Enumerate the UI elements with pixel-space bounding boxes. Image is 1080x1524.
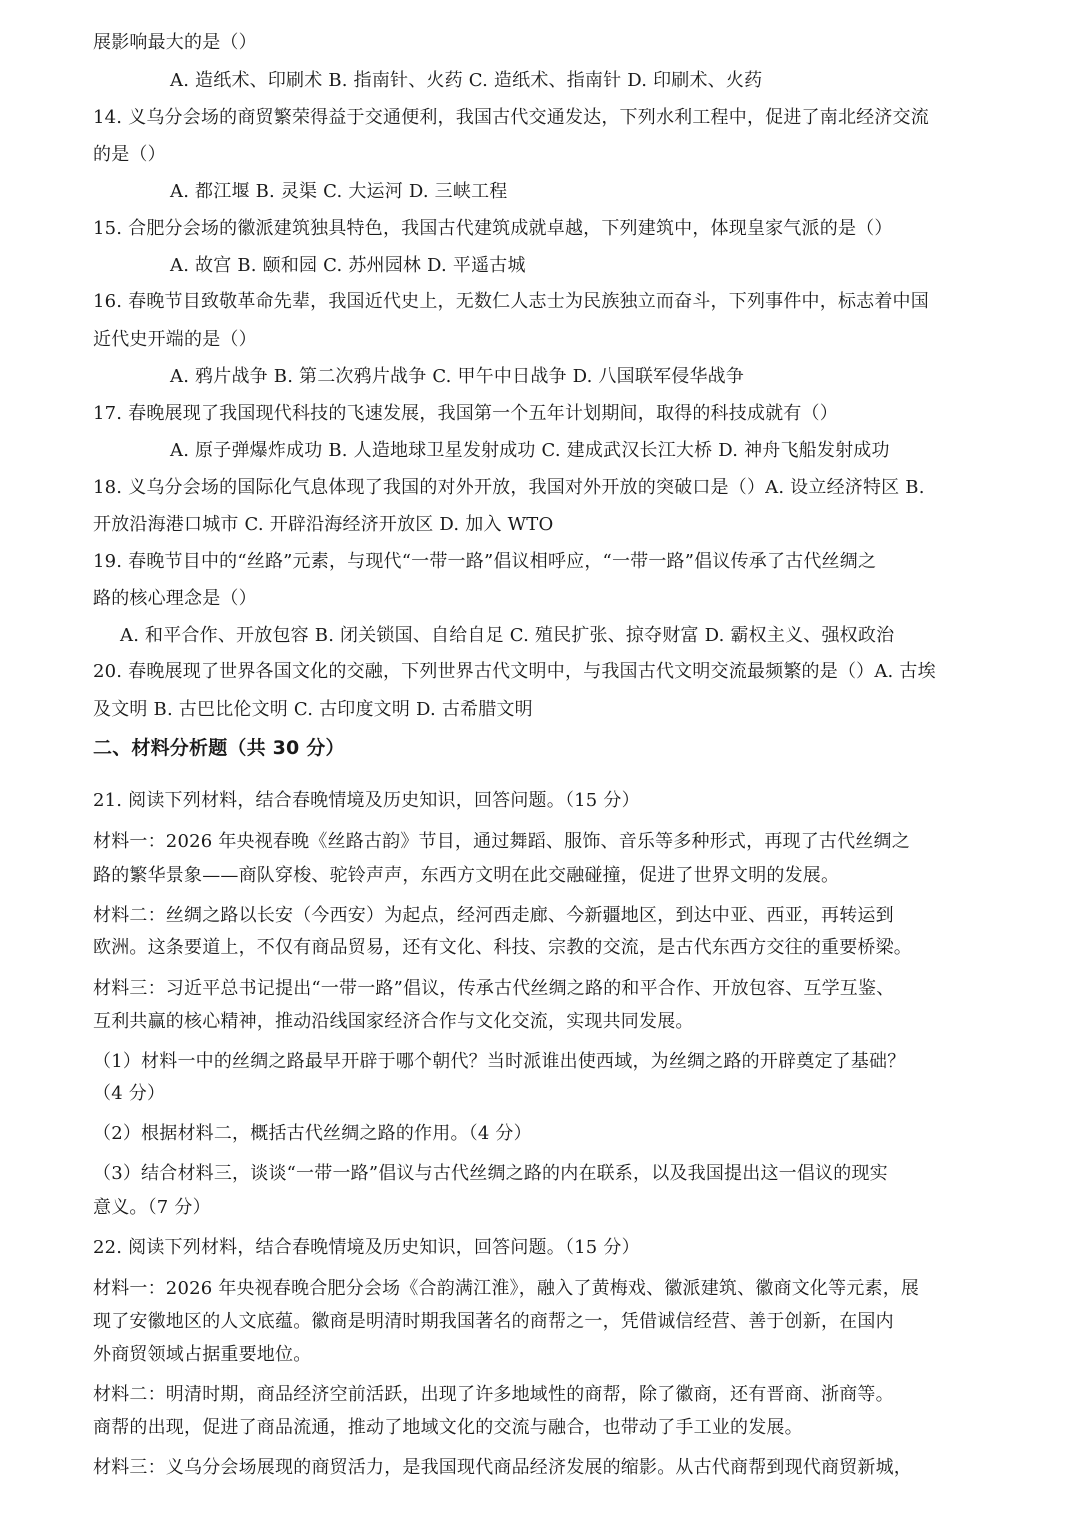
text-line: 近代史开端的是（）	[93, 329, 257, 350]
answer-options: A. 原子弹爆炸成功 B. 人造地球卫星发射成功 C. 建成武汉长江大桥 D. 神舟飞船发射成功	[170, 440, 890, 461]
answer-options: A. 造纸术、印刷术 B. 指南针、火药 C. 造纸术、指南针 D. 印刷术、火药	[170, 70, 763, 91]
material-text: 现了安徽地区的人文底蕴。徽商是明清时期我国著名的商帮之一，凭借诚信经营、善于创新，在国内	[93, 1311, 894, 1332]
material-text: 材料二：明清时期，商品经济空前活跃，出现了许多地域性的商帮，除了徽商，还有晋商、浙商等。	[93, 1384, 894, 1405]
material-text: 材料一：2026 年央视春晚《丝路古韵》节目，通过舞蹈、服饰、音乐等多种形式，再现了古代丝绸之	[93, 831, 910, 852]
answer-options: A. 和平合作、开放包容 B. 闭关锁国、自给自足 C. 殖民扩张、掠夺财富 D. 霸权主义、强权政治	[120, 625, 895, 646]
question-15: 15. 合肥分会场的徽派建筑独具特色，我国古代建筑成就卓越，下列建筑中，体现皇家气派的是（）	[93, 218, 893, 239]
sub-question: （1）材料一中的丝绸之路最早开辟于哪个朝代？当时派谁出使西域，为丝绸之路的开辟奠定了基础？	[93, 1051, 906, 1072]
material-text: 材料三：义乌分会场展现的商贸活力，是我国现代商品经济发展的缩影。从古代商帮到现代商贸新城，	[93, 1457, 912, 1478]
question-21: 21. 阅读下列材料，结合春晚情境及历史知识，回答问题。（15 分）	[93, 790, 640, 811]
question-19: 19. 春晚节目中的“丝路”元素，与现代“一带一路”倡议相呼应，“一带一路”倡议传承了古代丝绸之	[93, 551, 877, 572]
question-17: 17. 春晚展现了我国现代科技的飞速发展，我国第一个五年计划期间，取得的科技成就有（）	[93, 403, 838, 424]
question-14: 14. 义乌分会场的商贸繁荣得益于交通便利，我国古代交通发达，下列水利工程中，促进了南北经济交流	[93, 107, 929, 128]
text-line: 意义。（7 分）	[93, 1197, 211, 1218]
material-text: 路的繁华景象——商队穿梭、驼铃声声，东西方文明在此交融碰撞，促进了世界文明的发展。	[93, 865, 840, 886]
material-text: 互利共赢的核心精神，推动沿线国家经济合作与文化交流，实现共同发展。	[93, 1011, 694, 1032]
text-line: 路的核心理念是（）	[93, 588, 257, 609]
question-20: 20. 春晚展现了世界各国文化的交融，下列世界古代文明中，与我国古代文明交流最频繁的是（）A. 古埃	[93, 661, 936, 682]
question-16: 16. 春晚节目致敬革命先辈，我国近代史上，无数仁人志士为民族独立而奋斗，下列事件中，标志着中国	[93, 291, 929, 312]
answer-options: A. 都江堰 B. 灵渠 C. 大运河 D. 三峡工程	[170, 181, 508, 202]
question-18: 18. 义乌分会场的国际化气息体现了我国的对外开放，我国对外开放的突破口是（）A. 设立经济特区 B.	[93, 477, 925, 498]
material-text: 外商贸领域占据重要地位。	[93, 1344, 312, 1365]
answer-options: A. 鸦片战争 B. 第二次鸦片战争 C. 甲午中日战争 D. 八国联军侵华战争	[170, 366, 745, 387]
material-text: 材料二：丝绸之路以长安（今西安）为起点，经河西走廊、今新疆地区，到达中亚、西亚，再转运到	[93, 905, 894, 926]
material-text: 商帮的出现，促进了商品流通，推动了地域文化的交流与融合，也带动了手工业的发展。	[93, 1417, 803, 1438]
material-text: 欧洲。这条要道上，不仅有商品贸易，还有文化、科技、宗教的交流，是古代东西方交往的重要桥梁。	[93, 937, 912, 958]
sub-question: （2）根据材料二，概括古代丝绸之路的作用。（4 分）	[93, 1123, 532, 1144]
material-text: 材料三：习近平总书记提出“一带一路”倡议，传承古代丝绸之路的和平合作、开放包容、互学互鉴、	[93, 978, 895, 999]
sub-question: （3）结合材料三，谈谈“一带一路”倡议与古代丝绸之路的内在联系，以及我国提出这一倡议的现实	[93, 1163, 888, 1184]
text-line: 及文明 B. 古巴比伦文明 C. 古印度文明 D. 古希腊文明	[93, 699, 533, 720]
material-text: 材料一：2026 年央视春晚合肥分会场《合韵满江淮》，融入了黄梅戏、徽派建筑、徽商文化等元素，展	[93, 1278, 920, 1299]
text-line: （4 分）	[93, 1083, 166, 1104]
answer-options: A. 故宫 B. 颐和园 C. 苏州园林 D. 平遥古城	[170, 255, 526, 276]
section-heading: 二、材料分析题（共 30 分）	[93, 737, 345, 759]
text-line: 开放沿海港口城市 C. 开辟沿海经济开放区 D. 加入 WTO	[93, 514, 554, 535]
question-22: 22. 阅读下列材料，结合春晚情境及历史知识，回答问题。（15 分）	[93, 1237, 640, 1258]
text-line: 的是（）	[93, 144, 166, 165]
text-line: 展影响最大的是（）	[93, 32, 257, 53]
